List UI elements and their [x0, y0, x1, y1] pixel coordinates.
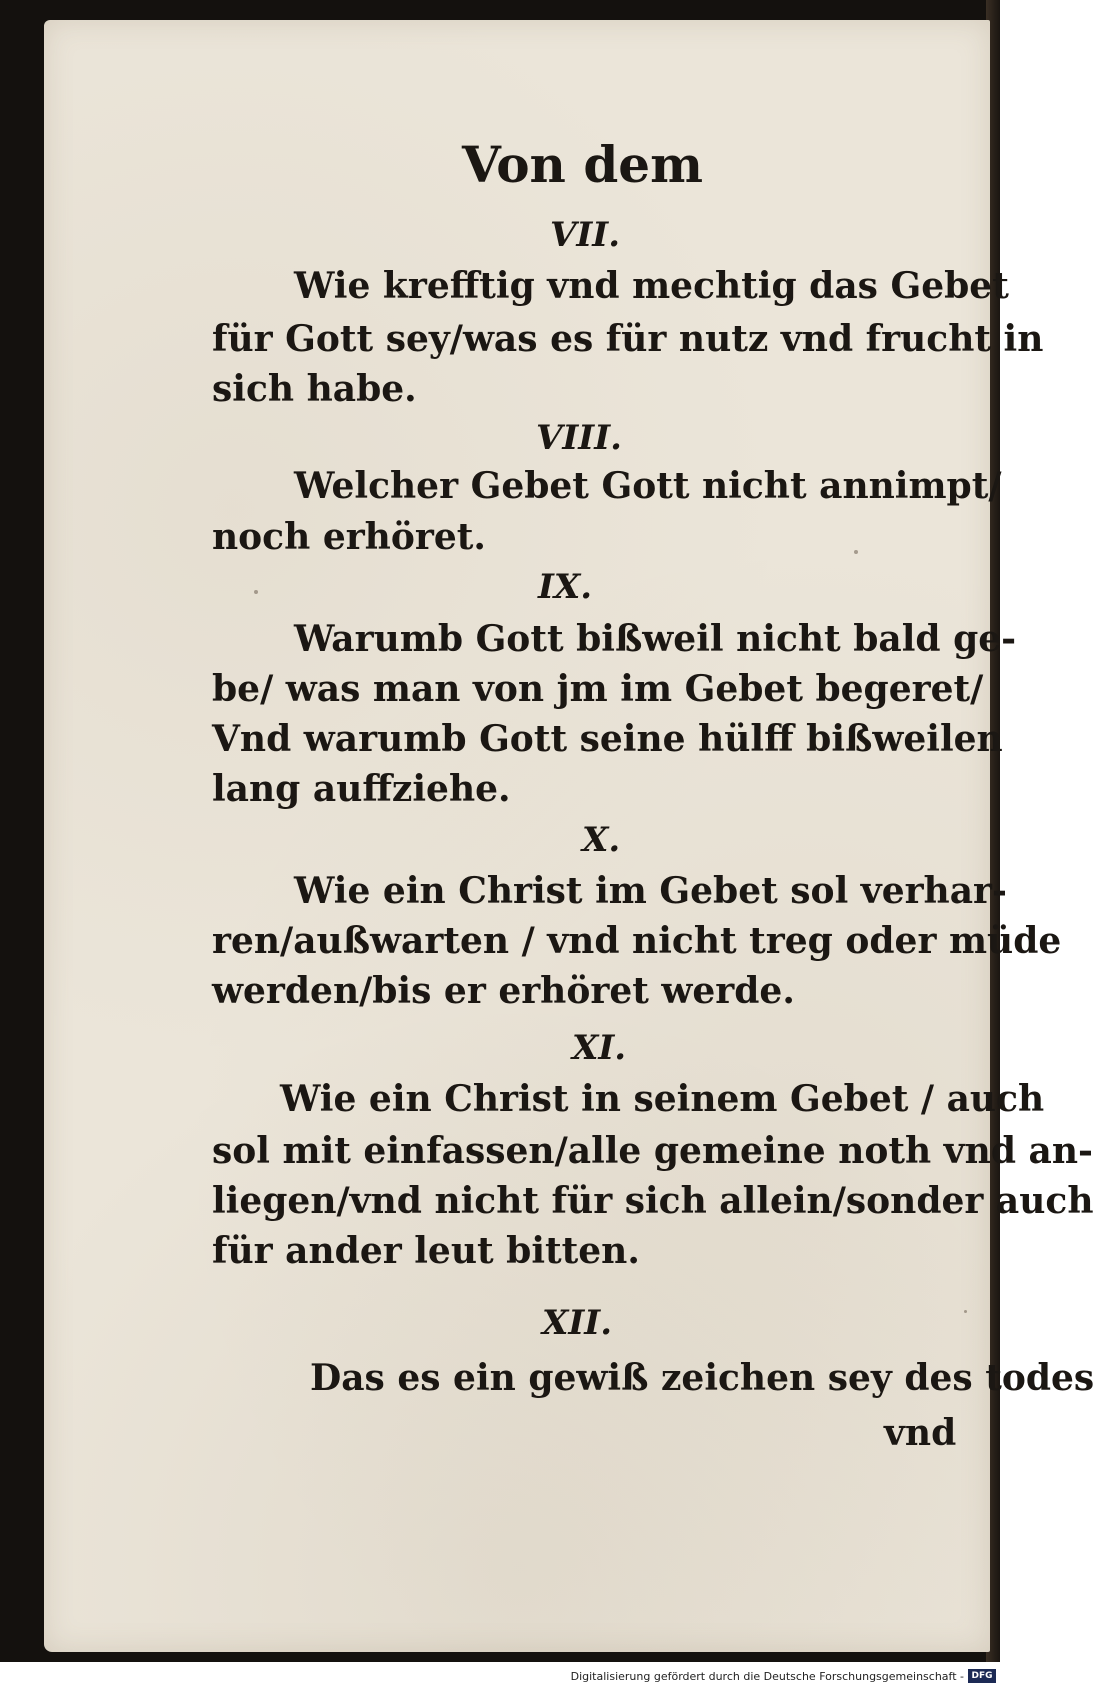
text-line: Warumb Gott bißweil nicht bald ge- [294, 618, 1017, 660]
paper-speck [254, 590, 258, 594]
text-line: für ander leut bitten. [212, 1230, 640, 1272]
text-line: noch erhöret. [212, 516, 486, 558]
section-numeral: XII. [542, 1303, 613, 1343]
text-line: liegen/vnd nicht für sich allein/sonder auch [212, 1180, 1094, 1222]
dfg-logo-icon: DFG [968, 1669, 996, 1683]
text-line: be/ was man von jm im Gebet begeret/ [212, 668, 984, 710]
text-line: sol mit einfassen/alle gemeine noth vnd an- [212, 1130, 1093, 1172]
text-line: sich habe. [212, 368, 417, 410]
page-heading: Von dem [462, 135, 703, 194]
section-numeral: X. [582, 820, 621, 860]
text-line: Welcher Gebet Gott nicht annimpt/ [294, 465, 1002, 507]
text-line: Vnd warumb Gott seine hülff bißweilen [212, 718, 1003, 760]
paper-speck [854, 550, 858, 554]
text-line: Das es ein gewiß zeichen sey des todes [310, 1357, 1094, 1399]
text-line: Wie krefftig vnd mechtig das Gebet [294, 265, 1009, 307]
section-numeral: XI. [572, 1028, 627, 1068]
text-line: ren/außwarten / vnd nicht treg oder müde [212, 920, 1062, 962]
paper-speck [964, 1310, 967, 1313]
section-numeral: VII. [550, 215, 621, 255]
footer-bar [0, 1662, 1000, 1692]
catchword: vnd [884, 1412, 957, 1454]
text-line: Wie ein Christ im Gebet sol verhar- [294, 870, 1007, 912]
section-numeral: IX. [538, 567, 593, 607]
funding-credit: Digitalisierung gefördert durch die Deutsche Forschungsgemeinschaft - [570, 1670, 964, 1683]
text-line: für Gott sey/was es für nutz vnd frucht in [212, 318, 1044, 360]
text-line: Wie ein Christ in seinem Gebet / auch [280, 1078, 1045, 1120]
section-numeral: VIII. [536, 418, 622, 458]
book-page [44, 20, 1094, 1652]
text-line: werden/bis er erhöret werde. [212, 970, 795, 1012]
text-line: lang auffziehe. [212, 768, 511, 810]
